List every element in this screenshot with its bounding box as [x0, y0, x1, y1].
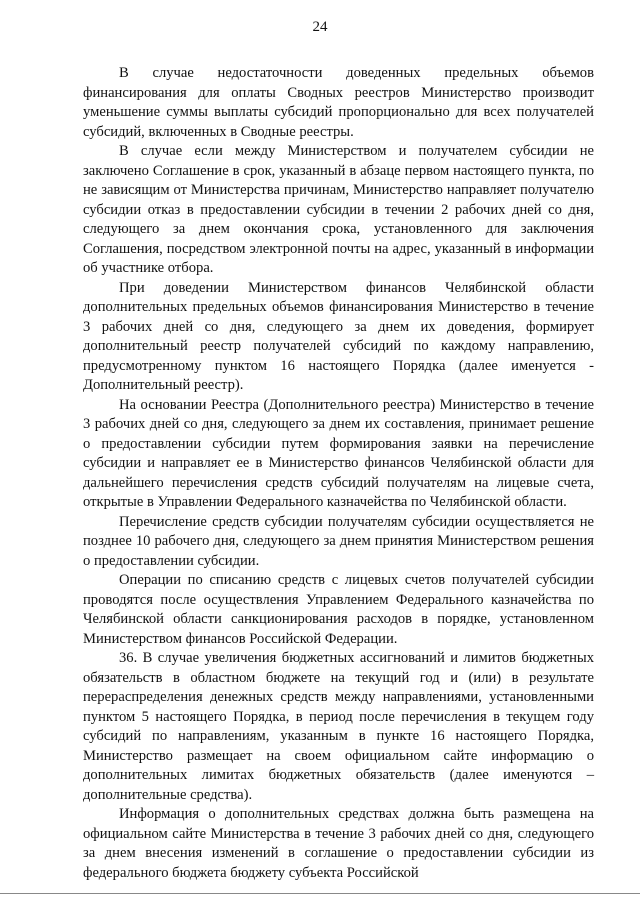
paragraph-clause-36: 36. В случае увеличения бюджетных ассигнований и лимитов бюджетных обязательств в областном бюджете на текущий год и (или) в результате перераспределения денежных средств между направлениями, установленными пунктом 5 настоящего Порядка, в период после перечисления в текущем году субсидий по направлениям, указанным в пункте 16 настоящего Порядка, Министерство размещает на своем официальном сайте информацию о дополнительных лимитах бюджетных обязательств (далее именуются – дополнительные средства). — [83, 650, 594, 803]
paragraph-transfer-deadline: Перечисление средств субсидии получателям субсидии осуществляется не позднее 10 рабочего дня, следующего за днем принятия Министерством решения о предоставлении субсидии. — [83, 513, 594, 569]
paragraph-additional-funds-info: Информация о дополнительных средствах должна быть размещена на официальном сайте Министерства в течение 3 рабочих дней со дня, следующего за днем внесения изменений в соглашение о предоставлении субсидии из федерального бюджета бюджету субъекта Российской — [83, 806, 594, 881]
page-number: 24 — [312, 19, 328, 35]
paragraph-additional-registry: При доведении Министерством финансов Челябинской области дополнительных предельных объемов финансирования Министерство в течение 3 рабочих дней со дня, следующего за днем их доведения, формирует дополнительный реестр получателей субсидий по каждому направлению, предусмотренному пунктом 16 настоящего Порядка (далее именуется - Дополнительный реестр). — [83, 279, 594, 393]
page-bottom-divider — [0, 893, 640, 894]
paragraph-account-operations: Операции по списанию средств с лицевых счетов получателей субсидии проводятся после осуществления Управлением Федерального казначейства по Челябинской области санкционирования расходов в порядке, установленном Министерством финансов Российской Федерации. — [83, 572, 594, 647]
paragraph-insufficient-funding: В случае недостаточности доведенных предельных объемов финансирования для оплаты Сводных реестров Министерство производит уменьшение суммы выплаты субсидий пропорционально для всех получателей субсидий, включенных в Сводные реестры. — [83, 65, 594, 140]
document-body — [83, 64, 594, 883]
paragraph-subsidy-decision: На основании Реестра (Дополнительного реестра) Министерство в течение 3 рабочих дней со дня, следующего за днем их составления, принимает решение о предоставлении субсидии путем формирования заявки на перечисление субсидии и направляет ее в Министерство финансов Челябинской области для дальнейшего перечисления средств субсидий получателям на лицевые счета, открытые в Управлении Федерального казначейства по Челябинской области. — [83, 396, 594, 510]
paragraph-agreement-not-concluded: В случае если между Министерством и получателем субсидии не заключено Соглашение в срок, указанный в абзаце первом настоящего пункта, по не зависящим от Министерства причинам, Министерство направляет получателю субсидии отказ в предоставлении субсидии в течении 2 рабочих дней со дня, следующего за днем окончания срока, установленного для заключения Соглашения, посредством электронной почты на адрес, указанный в информации об участнике отбора. — [83, 143, 594, 276]
